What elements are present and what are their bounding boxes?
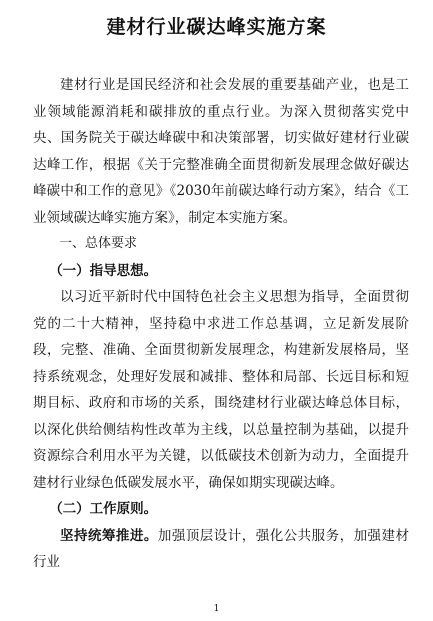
subsection-heading-work-principles: （二）工作原则。 [49, 501, 158, 517]
principle-text: 加强顶层设计，强化公共服务，加强建材行业 [33, 527, 410, 570]
section-heading-general-requirements: 一、总体要求 [59, 236, 138, 251]
intro-paragraph: 建材行业是国民经济和社会发展的重要基础产业，也是工业领域能源消耗和碳排放的重点行业。为深入贯彻落实党中央、国务院关于碳达峰碳中和决策部署，切实做好建材行业碳达峰工作，根据《关于完整准确全面贯彻新发展理念做好碳达峰碳中和工作的意见》《2030年前碳达峰行动方案》，结合《工业领域碳达峰实施方案》，制定本实施方案。 [33, 77, 409, 226]
subsection-heading-guiding-ideology: （一）指导思想。 [49, 262, 158, 279]
page-number: 1 [213, 604, 220, 614]
principle-paragraph [33, 523, 409, 576]
principle-lead: 坚持统筹推进。 [60, 527, 158, 544]
guiding-ideology-paragraph: 以习近平新时代中国特色社会主义思想为指导，全面贯彻党的二十大精神，坚持稳中求进工作总基调，立足新发展阶段，完整、准确、全面贯彻新发展理念，构建新发展格局，坚持系统观念，处理好发展和减排、整体和局部、长远目标和短期目标、政府和市场的关系，围绕建材行业碳达峰总体目标，以深化供给侧结构性改革为主线，以总量控制为基础，以提升资源综合利用水平为关键，以低碳技术创新为动力，全面提升建材行业绿色低碳发展水平，确保如期实现碳达峰。 [33, 289, 409, 491]
document-body [33, 72, 409, 576]
document-title: 建材行业碳达峰实施方案 [106, 16, 327, 38]
